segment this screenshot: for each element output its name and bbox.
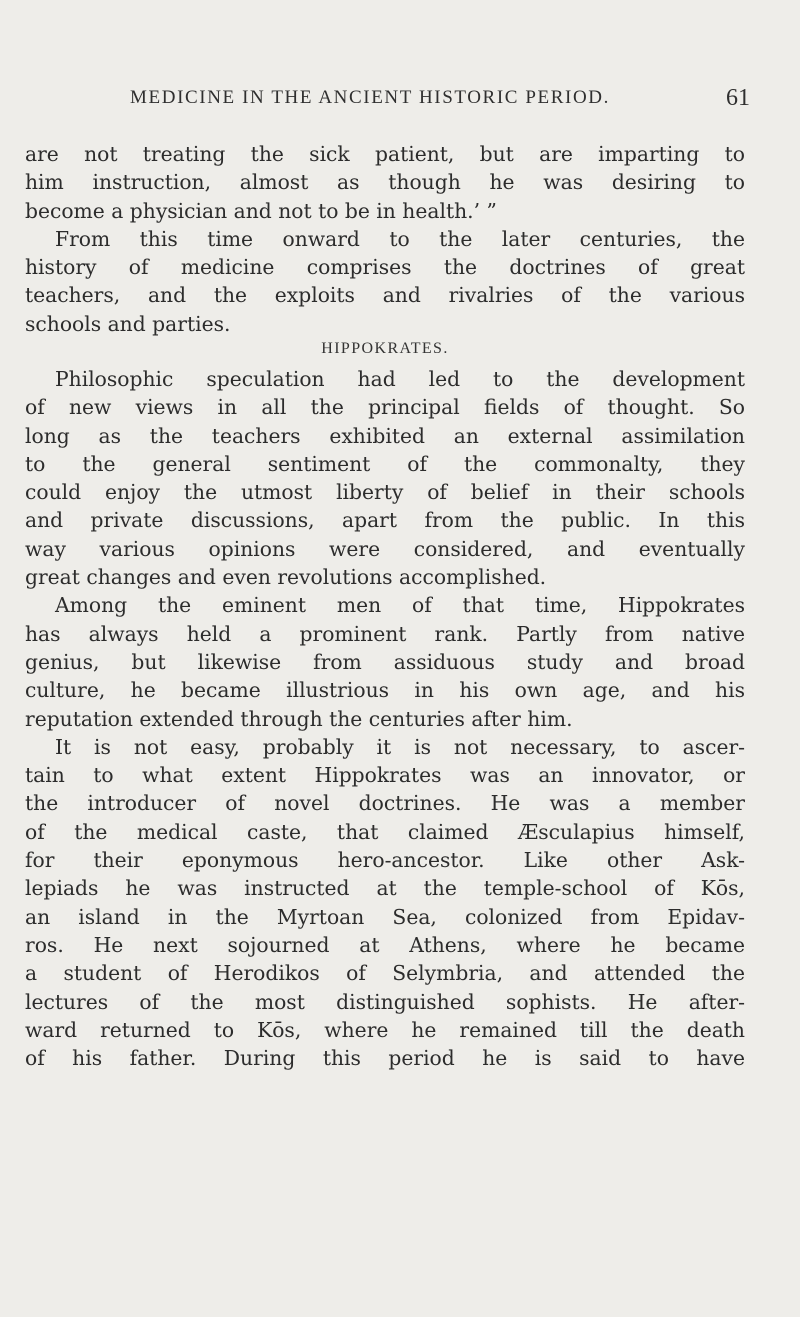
- text-line: could enjoy the utmost liberty of belief in their schools: [25, 480, 745, 505]
- text-line: teachers, and the exploits and rivalries of the various: [25, 283, 745, 308]
- text-line: to the general sentiment of the commonalty, they: [25, 451, 745, 476]
- text-line: great changes and even revolutions accomplished.: [25, 565, 547, 590]
- section-heading: HIPPOKRATES.: [321, 340, 449, 357]
- text-line: ros. He next sojourned at Athens, where he became: [25, 932, 745, 957]
- text-line: for their eponymous hero-ancestor. Like other Ask-: [25, 848, 745, 873]
- text-line: and private discussions, apart from the public. In this: [25, 508, 745, 533]
- text-line: of his father. During this period he is said to have: [25, 1046, 745, 1071]
- text-line: reputation extended through the centuries after him.: [25, 706, 573, 731]
- text-line: lepiads he was instructed at the temple-school of Kōs,: [25, 876, 745, 901]
- text-line: Philosophic speculation had led to the development: [55, 367, 745, 391]
- text-line: It is not easy, probably it is not necessary, to ascer-: [55, 734, 745, 759]
- running-title: MEDICINE IN THE ANCIENT HISTORIC PERIOD.: [130, 87, 610, 108]
- text-line: ward returned to Kōs, where he remained till the death: [25, 1017, 745, 1042]
- page-number: 61: [726, 85, 750, 111]
- text-line: him instruction, almost as though he was desiring to: [25, 170, 745, 195]
- text-line: an island in the Myrtoan Sea, colonized from Epidav-: [25, 904, 745, 929]
- text-line: of new views in all the principal fields of thought. So: [25, 395, 745, 420]
- running-head: [60, 84, 750, 114]
- text-line: lectures of the most distinguished sophists. He after-: [25, 989, 745, 1014]
- text-line: tain to what extent Hippokrates was an innovator, or: [25, 763, 745, 788]
- text-line: From this time onward to the later centuries, the: [55, 226, 745, 251]
- text-line: are not treating the sick patient, but are imparting to: [25, 142, 745, 166]
- text-line: history of medicine comprises the doctrines of great: [25, 255, 745, 280]
- text-line: schools and parties.: [25, 311, 231, 336]
- text-line: genius, but likewise from assiduous study and broad: [25, 649, 745, 674]
- text-line: become a physician and not to be in health.’ ”: [25, 198, 497, 223]
- text-line: long as the teachers exhibited an external assimilation: [25, 423, 745, 448]
- text-line: the introducer of novel doctrines. He was a member: [25, 791, 745, 816]
- text-line: way various opinions were considered, and eventually: [25, 536, 745, 561]
- paragraph-block-intro: [25, 140, 745, 338]
- text-line: Among the eminent men of that time, Hippokrates: [55, 593, 745, 618]
- text-line: culture, he became illustrious in his own age, and his: [25, 678, 745, 703]
- paragraph-block-hippokrates: [25, 365, 745, 1072]
- text-line: of the medical caste, that claimed Æsculapius himself,: [25, 819, 745, 844]
- text-line: has always held a prominent rank. Partly from native: [25, 621, 745, 646]
- text-line: a student of Herodikos of Selymbria, and attended the: [25, 961, 745, 986]
